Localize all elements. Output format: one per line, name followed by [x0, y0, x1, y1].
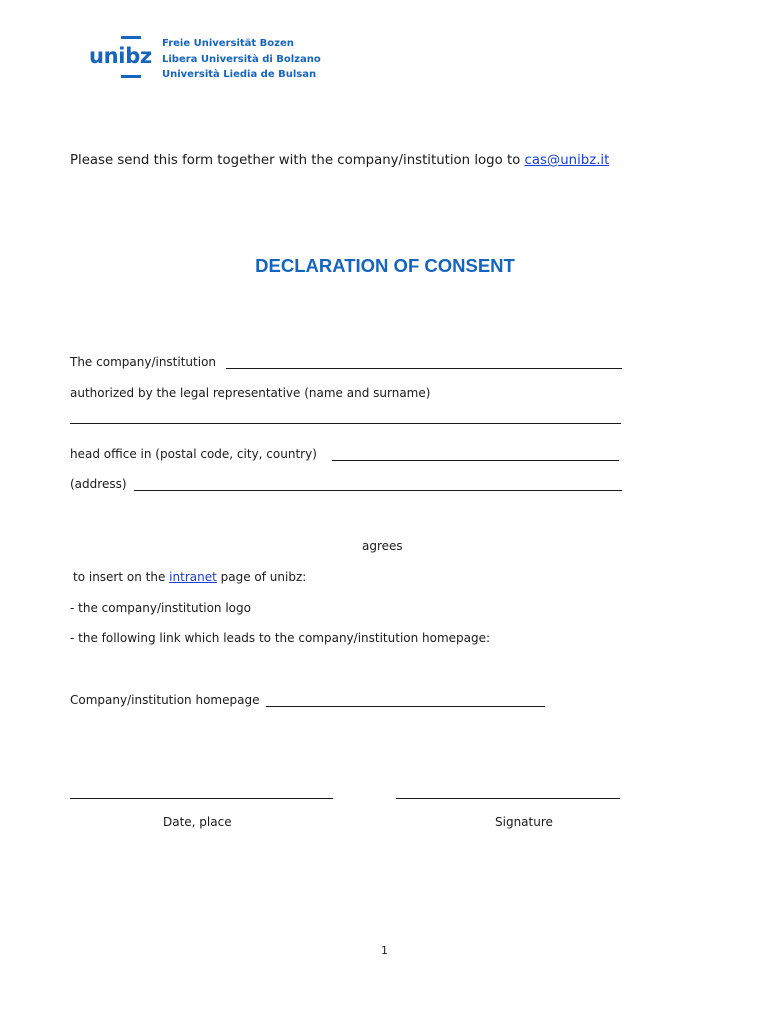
logo-bar-bottom: [121, 75, 141, 78]
unibz-logo: [89, 36, 329, 80]
head-office-input-line[interactable]: [332, 460, 619, 461]
logo-university-names: [162, 36, 321, 83]
date-place-input-line[interactable]: [70, 798, 333, 799]
insert-suffix: page of unibz:: [216, 570, 307, 584]
authorized-label: authorized by the legal representative (name and surname): [70, 386, 431, 400]
head-office-label: head office in (postal code, city, country): [70, 447, 317, 461]
signature-label: Signature: [495, 815, 553, 829]
address-input-line[interactable]: [134, 490, 622, 491]
logo-bar-top: [121, 36, 141, 39]
logo-wordmark: unibz: [89, 44, 152, 68]
insert-statement: [73, 569, 306, 585]
intro-text: Please send this form together with the company/institution logo to: [70, 153, 525, 168]
homepage-input-line[interactable]: [266, 706, 545, 707]
intro-instruction: [70, 153, 609, 168]
document-title: DECLARATION OF CONSENT: [255, 255, 515, 276]
email-link[interactable]: cas@unibz.it: [524, 153, 610, 168]
insert-prefix: to insert on the: [73, 570, 170, 584]
address-label: (address): [70, 477, 127, 491]
date-place-label: Date, place: [163, 815, 232, 829]
company-input-line[interactable]: [226, 368, 622, 369]
list-item-link: - the following link which leads to the company/institution homepage:: [70, 631, 491, 645]
page-number: 1: [381, 944, 388, 957]
logo-name-german: Freie Universität Bozen: [162, 38, 294, 49]
company-label: The company/institution: [70, 355, 217, 369]
homepage-label: Company/institution homepage: [70, 693, 260, 707]
list-item-logo: - the company/institution logo: [70, 601, 251, 615]
representative-input-line[interactable]: [70, 423, 621, 424]
logo-name-ladin: Università Liedia de Bulsan: [162, 69, 317, 80]
signature-input-line[interactable]: [396, 798, 620, 799]
company-field-row: [70, 354, 216, 370]
agrees-text: agrees: [362, 539, 403, 553]
intranet-link[interactable]: intranet: [169, 570, 217, 584]
logo-name-italian: Libera Università di Bolzano: [162, 53, 321, 65]
